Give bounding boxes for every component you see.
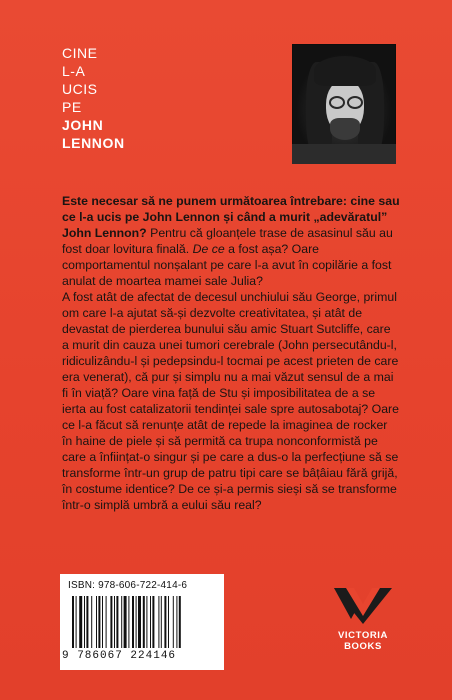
author-portrait-photo [292, 44, 396, 164]
barcode-bar [164, 596, 166, 648]
barcode-bar [110, 596, 112, 648]
blurb-text: a fost așa? Oare comportamentul nonșalant pe care l-a avut în copilărie a fost anulat de moartea mamei sale Julia? [62, 242, 392, 288]
title-line: UCIS [62, 81, 98, 97]
barcode-bar [76, 596, 77, 648]
barcode-bar [91, 596, 92, 648]
barcode-bar [84, 596, 85, 648]
barcode-bar [136, 596, 137, 648]
barcode-bar [161, 596, 162, 648]
barcode-bar [106, 596, 107, 648]
barcode-bar [168, 596, 169, 648]
barcode-bar [128, 596, 129, 648]
back-cover-blurb [62, 193, 400, 513]
isbn-barcode [60, 574, 224, 670]
blurb-text: Pentru că gloanțele trase de asasinul său au fost doar lovitura finală. [62, 226, 393, 256]
barcode-bar [143, 596, 145, 648]
barcode-bar [173, 596, 174, 648]
barcode-bar [98, 596, 100, 648]
title-name-line: JOHN [62, 117, 104, 133]
publisher-name-line: VICTORIA [337, 630, 389, 641]
barcode-bar [146, 596, 147, 648]
barcode-bar [150, 596, 151, 648]
blurb-paragraph: A fost atât de afectat de decesul unchiului său George, primul om care l-a ajutat să-și dezvolte creativitatea, și atât de devastat de pierderea bunului său amic Stuart Sutcliffe, care a murit din cauza unei tumori cerebrale (John persecutându-l, ridiculizându-l și pedepsindu-l tocmai pe acest prieten de care era venerat), că pur și simplu nu a mai văzut sensul de a mai fi în viață? Oare vina față de Stu și imposibilitatea de a se ierta au fost catalizatorii tendinței sale spre autosabotaj? Oare ce l-a făcut să renunțe atât de repede la imaginea de rocker în haine de piele și să permită ca trupa nonconformistă pe care a înființat-o singur și pe care a dus-o la perfecțiune să se transforme într-un grup de patru tipi care se bâțâiau fără grijă, în costume identice? De ce și-a permis sieși să se transforme într-o simplă umbră a eului său real? [62, 290, 399, 512]
barcode-bar [102, 596, 103, 648]
blurb-lead: Este necesar să ne punem următoarea întrebare: cine sau ce l-a ucis pe John Lennon și când a murit „adevăratul” John Lennon? [62, 194, 400, 240]
blurb-paragraph [62, 193, 400, 289]
title-line: L-A [62, 63, 86, 79]
barcode-bar [72, 596, 74, 648]
title-line: CINE [62, 45, 98, 61]
barcode-bar [86, 596, 88, 648]
barcode-bars [72, 596, 216, 648]
victoria-books-v-icon [332, 586, 394, 626]
title-name-line: LENNON [62, 135, 125, 151]
publisher-name [322, 630, 404, 652]
publisher-name-line: BOOKS [344, 641, 382, 652]
barcode-bar [176, 596, 177, 648]
barcode-bar [179, 596, 181, 648]
book-title [62, 44, 125, 152]
barcode-bar [124, 596, 127, 648]
barcode-bar [138, 596, 141, 648]
barcode-bar [96, 596, 97, 648]
barcode-bar [152, 596, 154, 648]
barcode-bar [158, 596, 159, 648]
blurb-italic: De ce [192, 242, 225, 256]
barcode-bar [132, 596, 134, 648]
isbn-label: ISBN: 978-606-722-414-6 [68, 580, 188, 591]
barcode-bar [114, 596, 115, 648]
title-line: PE [62, 99, 82, 115]
barcode-bar [79, 596, 82, 648]
barcode-bar [116, 596, 118, 648]
barcode-digits: 9 786067 224146 [62, 650, 177, 662]
barcode-bar [121, 596, 122, 648]
publisher-logo [322, 586, 404, 652]
